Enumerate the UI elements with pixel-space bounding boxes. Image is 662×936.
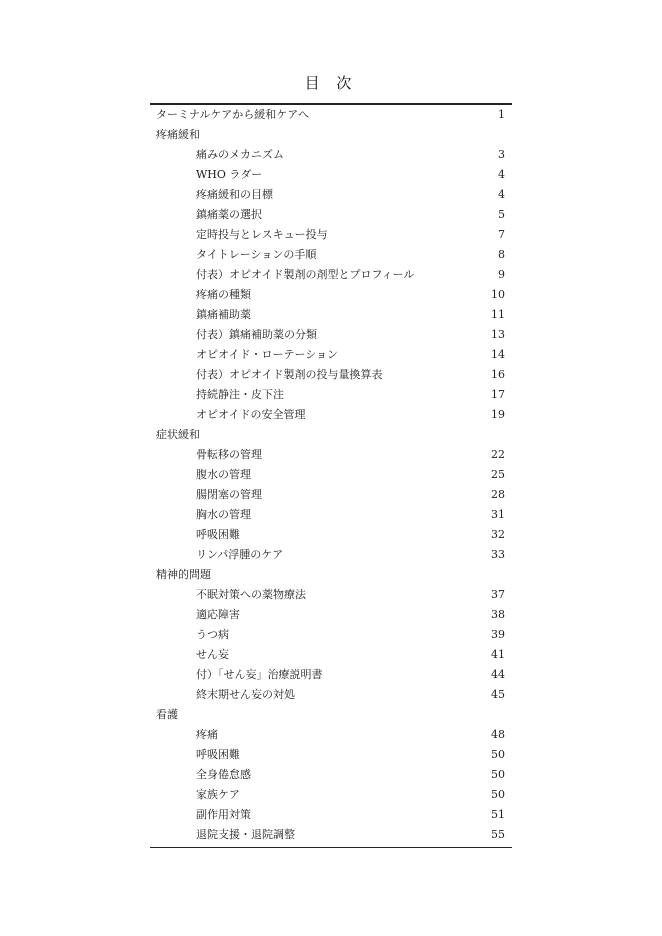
toc-entry [150, 765, 512, 785]
toc-page-number: 50 [491, 768, 505, 781]
toc-page-number: 10 [491, 288, 505, 301]
toc-entry [150, 285, 512, 305]
toc-page-number: 31 [491, 508, 505, 521]
toc-entry-label: リンパ浮腫のケア [196, 548, 284, 561]
toc-section-heading [150, 425, 512, 445]
toc-entry [150, 445, 512, 465]
toc-entry-label: 付表）鎮痛補助薬の分類 [196, 328, 317, 341]
toc-page-number: 50 [491, 788, 505, 801]
toc-entry [150, 345, 512, 365]
toc-entry-label: 適応障害 [196, 608, 240, 621]
toc-page-number: 38 [491, 608, 505, 621]
toc-entry-label: せん妄 [196, 648, 229, 661]
toc-entry [150, 505, 512, 525]
toc-page-number: 45 [491, 688, 505, 701]
toc-entry [150, 105, 512, 125]
toc-entry-label: 痛みのメカニズム [196, 148, 284, 161]
toc-entry [150, 605, 512, 625]
toc-entry [150, 225, 512, 245]
toc-page-number: 39 [491, 628, 505, 641]
toc-page-number: 50 [491, 748, 505, 761]
toc-entry [150, 405, 512, 425]
toc-entry-label: 鎮痛薬の選択 [196, 208, 262, 221]
toc-entry-label: 定時投与とレスキュー投与 [196, 228, 328, 241]
toc-entry [150, 185, 512, 205]
toc-page-number: 55 [491, 828, 505, 841]
toc-entry [150, 585, 512, 605]
toc-page-number: 14 [491, 348, 505, 361]
toc-entry-label: ターミナルケアから緩和ケアへ [156, 108, 310, 121]
toc-entry [150, 245, 512, 265]
toc-entry [150, 205, 512, 225]
toc-entry [150, 645, 512, 665]
toc-entry [150, 745, 512, 765]
page-title: 目 次 [304, 74, 358, 92]
toc-entry [150, 625, 512, 645]
toc-entry [150, 485, 512, 505]
toc-entry [150, 525, 512, 545]
toc-page-number: 32 [491, 528, 505, 541]
toc-page-number: 4 [498, 168, 505, 181]
toc-page-number: 51 [491, 808, 505, 821]
toc-entry-label: 付表）オピオイド製剤の投与量換算表 [196, 368, 383, 381]
toc-entry-label: 疼痛緩和の目標 [196, 188, 273, 201]
toc-entry-label: 終末期せん妄の対処 [196, 688, 295, 701]
toc-section-label: 疼痛緩和 [156, 128, 200, 141]
toc-page-number: 33 [491, 548, 505, 561]
toc-section-label: 看護 [156, 708, 178, 721]
toc-entry [150, 805, 512, 825]
toc-section-label: 精神的問題 [156, 568, 211, 581]
toc-page-number: 48 [491, 728, 505, 741]
toc-page-number: 8 [498, 248, 505, 261]
toc-page-number: 1 [498, 108, 505, 121]
toc-entry-label: 疼痛の種類 [196, 288, 251, 301]
toc-section-heading [150, 705, 512, 725]
toc-entry [150, 145, 512, 165]
toc-page-number: 17 [491, 388, 505, 401]
toc-section-heading [150, 125, 512, 145]
toc-page-number: 16 [491, 368, 505, 381]
toc-entry-label: 骨転移の管理 [196, 448, 262, 461]
toc-entry-label: タイトレーションの手順 [196, 248, 317, 261]
toc-entry-label: 付）「せん妄」治療説明書 [196, 668, 323, 681]
toc-entry [150, 725, 512, 745]
toc-entry-label: 家族ケア [196, 788, 240, 801]
toc-page-number: 13 [491, 328, 505, 341]
toc-entry-label: 持続静注・皮下注 [196, 388, 284, 401]
toc-entry-label: 呼吸困難 [196, 748, 240, 761]
toc-entry-label: 付表）オピオイド製剤の剤型とプロフィール [196, 268, 415, 281]
toc-entry-label: うつ病 [196, 628, 229, 641]
toc-entry [150, 365, 512, 385]
toc-entry [150, 165, 512, 185]
toc-entry-label: 鎮痛補助薬 [196, 308, 251, 321]
toc-entry [150, 665, 512, 685]
toc-entry [150, 785, 512, 805]
toc-page-number: 25 [491, 468, 505, 481]
toc-page-number: 41 [491, 648, 505, 661]
toc-page-number: 28 [491, 488, 505, 501]
toc-entry-label: 副作用対策 [196, 808, 251, 821]
toc-entry [150, 825, 512, 845]
toc-entry-label: 不眠対策への薬物療法 [196, 588, 306, 601]
toc-entry-label: オピオイドの安全管理 [196, 408, 306, 421]
toc-page-number: 5 [498, 208, 505, 221]
toc-section-heading [150, 565, 512, 585]
toc-entry-label: 胸水の管理 [196, 508, 251, 521]
toc-entry-label: 腸閉塞の管理 [196, 488, 262, 501]
toc-entry-label: 退院支援・退院調整 [196, 828, 295, 841]
toc-entry-label: WHO ラダー [196, 168, 263, 181]
toc-entry [150, 265, 512, 285]
toc-entry-label: 疼痛 [196, 728, 218, 741]
toc-page-number: 19 [491, 408, 505, 421]
toc-entry [150, 325, 512, 345]
toc-page-number: 9 [498, 268, 505, 281]
toc-entry-label: 呼吸困難 [196, 528, 240, 541]
toc-entry [150, 385, 512, 405]
toc-page-number: 7 [498, 228, 505, 241]
toc-entry [150, 545, 512, 565]
toc-page-number: 4 [498, 188, 505, 201]
toc-page-number: 44 [491, 668, 505, 681]
toc-entry-label: 腹水の管理 [196, 468, 251, 481]
toc-section-label: 症状緩和 [156, 428, 200, 441]
toc-entry [150, 305, 512, 325]
table-of-contents [150, 103, 512, 848]
toc-entry-label: 全身倦怠感 [196, 768, 251, 781]
toc-page-number: 3 [498, 148, 505, 161]
toc-page-number: 37 [491, 588, 505, 601]
toc-entry [150, 465, 512, 485]
toc-page-number: 22 [491, 448, 505, 461]
toc-entry-label: オピオイド・ローテーション [196, 348, 339, 361]
toc-entry [150, 685, 512, 705]
toc-page-number: 11 [491, 308, 505, 321]
